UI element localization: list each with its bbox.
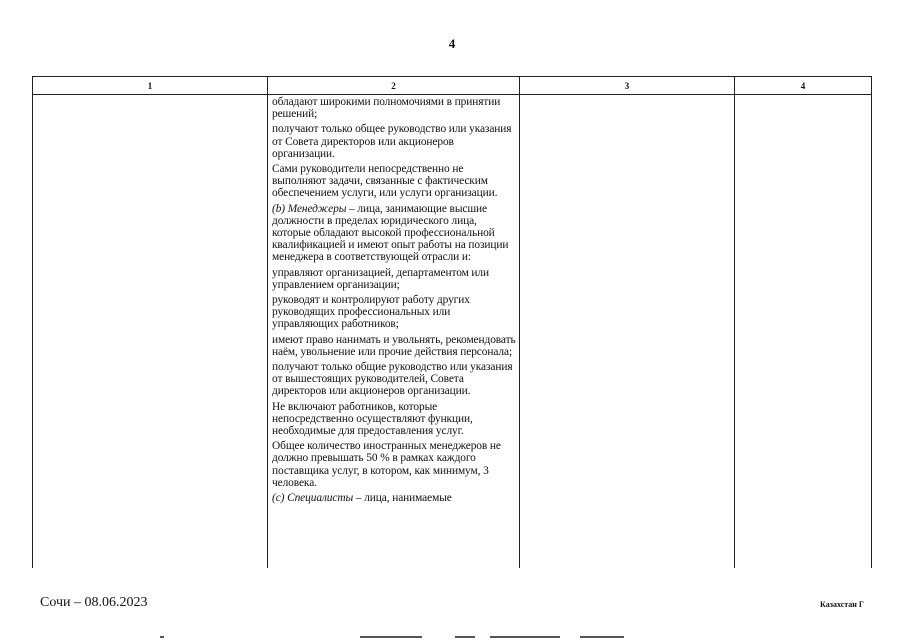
table-header-cell: 2 [391,81,396,91]
paragraph-text: – лица, занимающие высшие должности в пределах юридического лица, которые обладают высокой профессиональной квалификацией и имеют опыт работы на позиции менеджера в соответствующей отрасли и: [272,202,509,264]
paragraph-lead-term: (c) Специалисты [272,492,354,505]
scan-mark [360,636,422,638]
table-header-cell: 3 [624,81,630,91]
paragraph-text: Сами руководители непосредственно не выполняют задачи, связанные с фактическим обеспечением услуги, или услуги организации. [272,163,498,200]
cell-paragraph [272,267,518,291]
table-header-row [33,77,871,95]
cell-paragraph [272,401,518,438]
table-column-1 [33,77,268,568]
paragraph-text: имеют право нанимать и увольнять, рекомендовать наём, увольнение или прочие действия персонала; [272,333,516,358]
paragraph-text: Не включают работников, которые непосредственно осуществляют функции, необходимые для предоставления услуг. [272,400,473,438]
cell-paragraph [272,361,518,398]
cell-paragraph [272,294,518,331]
cell-paragraph [272,123,518,160]
paragraph-text: получают только общие руководство или указания от вышестоящих руководителей, Совета директоров или акционеров организации. [272,361,513,398]
paragraph-text: Общее количество иностранных менеджеров не должно превышать 50 % в рамках каждого поставщика услуг, в котором, как минимум, 3 человека. [272,440,501,489]
column-2-cell-text [272,96,518,507]
table-header-cell: 4 [800,81,806,91]
cell-paragraph [272,163,518,200]
table-column-3 [520,77,735,568]
footer-country-code: Казахстан Г [820,600,864,609]
table-header-cell: 1 [147,81,153,91]
scan-mark [580,636,624,638]
paragraph-lead-term: (b) Менеджеры [272,202,347,215]
cell-paragraph [272,96,518,120]
document-table [32,76,872,568]
paragraph-text: руководят и контролируют работу других руководящих профессиональных или управляющих работников; [272,294,470,331]
paragraph-text: получают только общее руководство или указания от Совета директоров или акционеров организации. [272,123,512,160]
cell-paragraph [272,203,518,264]
paragraph-text: управляют организацией, департаментом или управлением организации; [272,266,489,291]
scan-mark [455,636,475,638]
scan-mark [490,636,560,638]
paragraph-text: – лица, нанимаемые [353,492,452,505]
cell-paragraph [272,334,518,358]
page-number: 4 [448,36,456,51]
bottom-scan-marks [0,636,904,640]
table-column-4 [735,77,871,568]
cell-paragraph [272,440,518,489]
paragraph-text: обладают широкими полномочиями в принятии решений; [272,96,501,121]
scan-mark [160,636,164,638]
cell-paragraph [272,492,518,504]
footer-date-location: Сочи – 08.06.2023 [40,595,148,610]
